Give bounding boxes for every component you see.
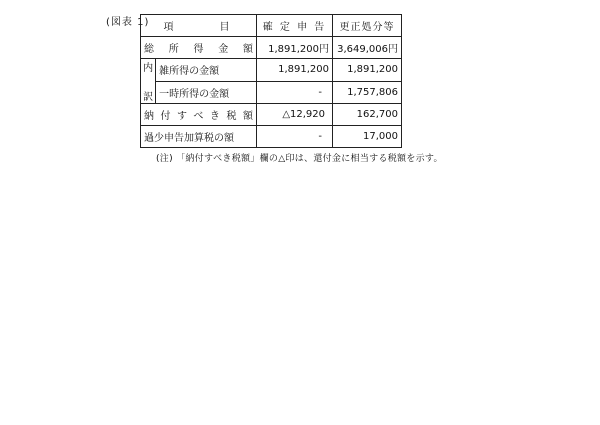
cell-tax-due-corrected: 162,700: [333, 104, 402, 126]
row-label-tax-due: 納付すべき税額: [141, 104, 257, 126]
table-row: [141, 37, 402, 59]
breakdown-label-top: 内: [143, 63, 154, 74]
cell-penalty-corrected: 17,000: [333, 126, 402, 148]
cell-penalty-filed: -: [257, 126, 333, 148]
cell-misc-filed: 1,891,200: [257, 59, 333, 82]
breakdown-side-label: [141, 59, 156, 104]
header-item: 項 目: [141, 15, 257, 37]
row-label-temp-income: 一時所得の金額: [156, 81, 257, 104]
row-label-misc-income: 雑所得の金額: [156, 59, 257, 82]
table-row: [141, 104, 402, 126]
table-header-row: [141, 15, 402, 37]
figure-label: (図表 1): [106, 17, 150, 28]
cell-temp-corrected: 1,757,806: [333, 81, 402, 104]
header-correction: 更正処分等: [333, 15, 402, 37]
breakdown-label-bottom: 訳: [143, 92, 154, 103]
table-row: [141, 59, 402, 82]
row-label-total-income: 総 所 得 金 額: [141, 37, 257, 59]
table-row: [141, 126, 402, 148]
row-label-penalty-tax: 過少申告加算税の額: [141, 126, 257, 148]
cell-total-corrected: 3,649,006円: [333, 37, 402, 59]
cell-total-filed: 1,891,200円: [257, 37, 333, 59]
header-filed-return: 確 定 申 告: [257, 15, 333, 37]
tax-table: [140, 14, 402, 148]
cell-misc-corrected: 1,891,200: [333, 59, 402, 82]
cell-temp-filed: -: [257, 81, 333, 104]
cell-tax-due-filed: △12,920: [257, 104, 333, 126]
table-row: [141, 81, 402, 104]
footnote: (注) 「納付すべき税額」欄の△印は、還付金に相当する税額を示す。: [156, 154, 443, 164]
